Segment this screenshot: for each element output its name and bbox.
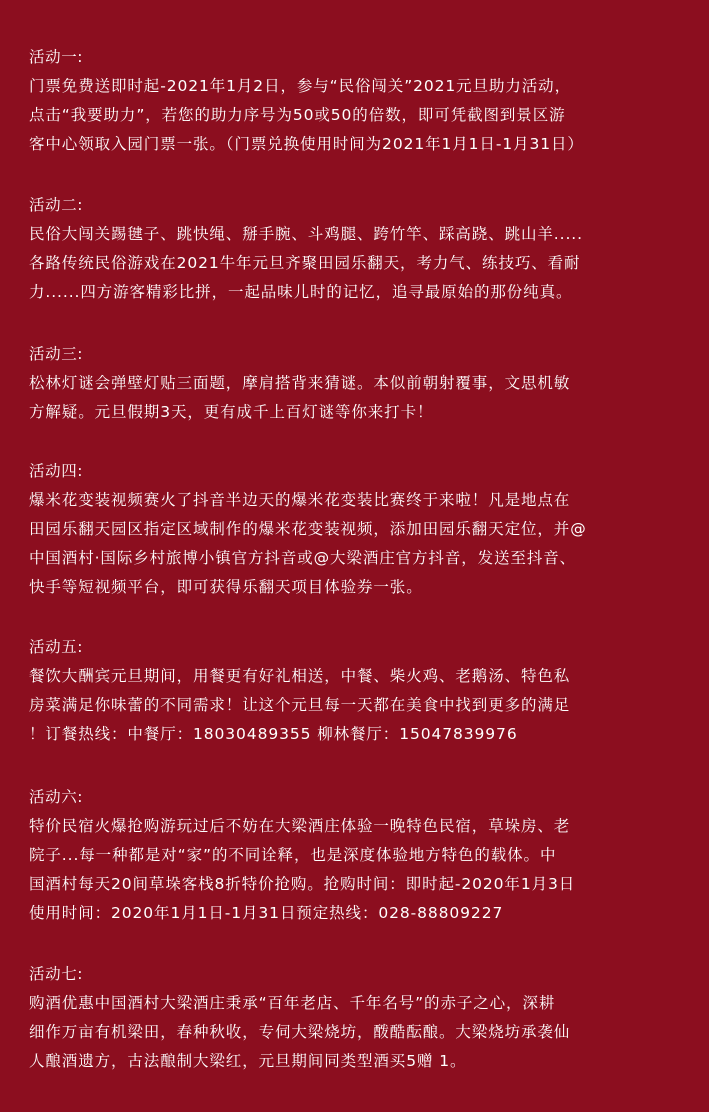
activity-4-line: 快手等短视频平台，即可获得乐翻天项目体验券一张。 — [29, 578, 423, 596]
activity-3 — [29, 343, 689, 427]
activity-6-body — [29, 812, 689, 928]
activity-6-heading: 活动六: — [29, 788, 84, 806]
activity-1-line: 点击“我要助力”，若您的助力序号为50或50的倍数，即可凭截图到景区游 — [29, 106, 566, 124]
activity-2 — [29, 194, 689, 307]
activity-6-line: 使用时间：2020年1月1日-1月31日预定热线：028-88809227 — [29, 904, 504, 922]
activity-4 — [29, 460, 689, 602]
activity-3-line: 松林灯谜会弹壁灯贴三面题，摩肩搭背来猜谜。本似前朝射覆事，文思机敏 — [29, 374, 571, 392]
activity-1-body — [29, 72, 689, 159]
activity-6-line: 国酒村每天20间草垛客栈8折特价抢购。抢购时间：即时起-2020年1月3日 — [29, 875, 576, 893]
activity-7-heading: 活动七: — [29, 965, 84, 983]
activity-4-heading: 活动四: — [29, 462, 84, 480]
activity-5-heading: 活动五: — [29, 638, 84, 656]
activity-2-line: 各路传统民俗游戏在2021牛年元旦齐聚田园乐翻天，考力气、练技巧、看耐 — [29, 254, 581, 272]
activity-2-heading: 活动二: — [29, 196, 84, 214]
activity-1-heading: 活动一: — [29, 48, 84, 66]
activity-4-line: 爆米花变装视频赛火了抖音半边天的爆米花变装比赛终于来啦！凡是地点在 — [29, 491, 571, 509]
activity-7-line: 细作万亩有机梁田，春种秋收，专伺大梁烧坊，酦酷酝酿。大梁烧坊承袭仙 — [29, 1023, 571, 1041]
activity-1-line: 门票免费送即时起-2021年1月2日，参与“民俗闯关”2021元旦助力活动， — [29, 77, 571, 95]
activity-7-line: 购酒优惠中国酒村大梁酒庄秉承“百年老店、千年名号”的赤子之心，深耕 — [29, 994, 556, 1012]
activity-4-body — [29, 486, 689, 602]
activity-4-line: 中国酒村·国际乡村旅博小镇官方抖音或@大梁酒庄官方抖音，发送至抖音、 — [29, 549, 577, 567]
activity-7-body — [29, 989, 689, 1076]
activity-5 — [29, 636, 689, 749]
activity-3-line: 方解疑。元旦假期3天，更有成千上百灯谜等你来打卡！ — [29, 403, 434, 421]
activity-1-line: 客中心领取入园门票一张。（门票兑换使用时间为2021年1月1日-1月31日） — [29, 135, 584, 153]
activity-6-line: 院子...每一种都是对“家”的不同诠释，也是深度体验地方特色的载体。中 — [29, 846, 557, 864]
activity-2-body — [29, 220, 689, 307]
activity-5-line: 房菜满足你味蕾的不同需求！让这个元旦每一天都在美食中找到更多的满足 — [29, 696, 571, 714]
activity-2-line: 力......四方游客精彩比拼，一起品味儿时的记忆，追寻最原始的那份纯真。 — [29, 283, 573, 301]
activity-5-line: ！订餐热线：中餐厅：18030489355 柳林餐厅：15047839976 — [29, 725, 518, 743]
activity-4-line: 田园乐翻天园区指定区域制作的爆米花变装视频，添加田园乐翻天定位，并@ — [29, 520, 587, 538]
activity-1 — [29, 46, 689, 159]
activity-7 — [29, 963, 689, 1076]
activity-5-body — [29, 662, 689, 749]
activity-3-body — [29, 369, 689, 427]
activity-3-heading: 活动三: — [29, 345, 84, 363]
activity-7-line: 人酿酒遗方，古法酿制大梁红，元旦期间同类型酒买5赠 1。 — [29, 1052, 467, 1070]
activity-2-line: 民俗大闯关踢毽子、跳快绳、掰手腕、斗鸡腿、跨竹竿、踩高跷、跳山羊..... — [29, 225, 583, 243]
activity-6 — [29, 786, 689, 928]
activity-6-line: 特价民宿火爆抢购游玩过后不妨在大梁酒庄体验一晚特色民宿，草垛房、老 — [29, 817, 571, 835]
activity-5-line: 餐饮大酬宾元旦期间，用餐更有好礼相送，中餐、柴火鸡、老鹅汤、特色私 — [29, 667, 571, 685]
